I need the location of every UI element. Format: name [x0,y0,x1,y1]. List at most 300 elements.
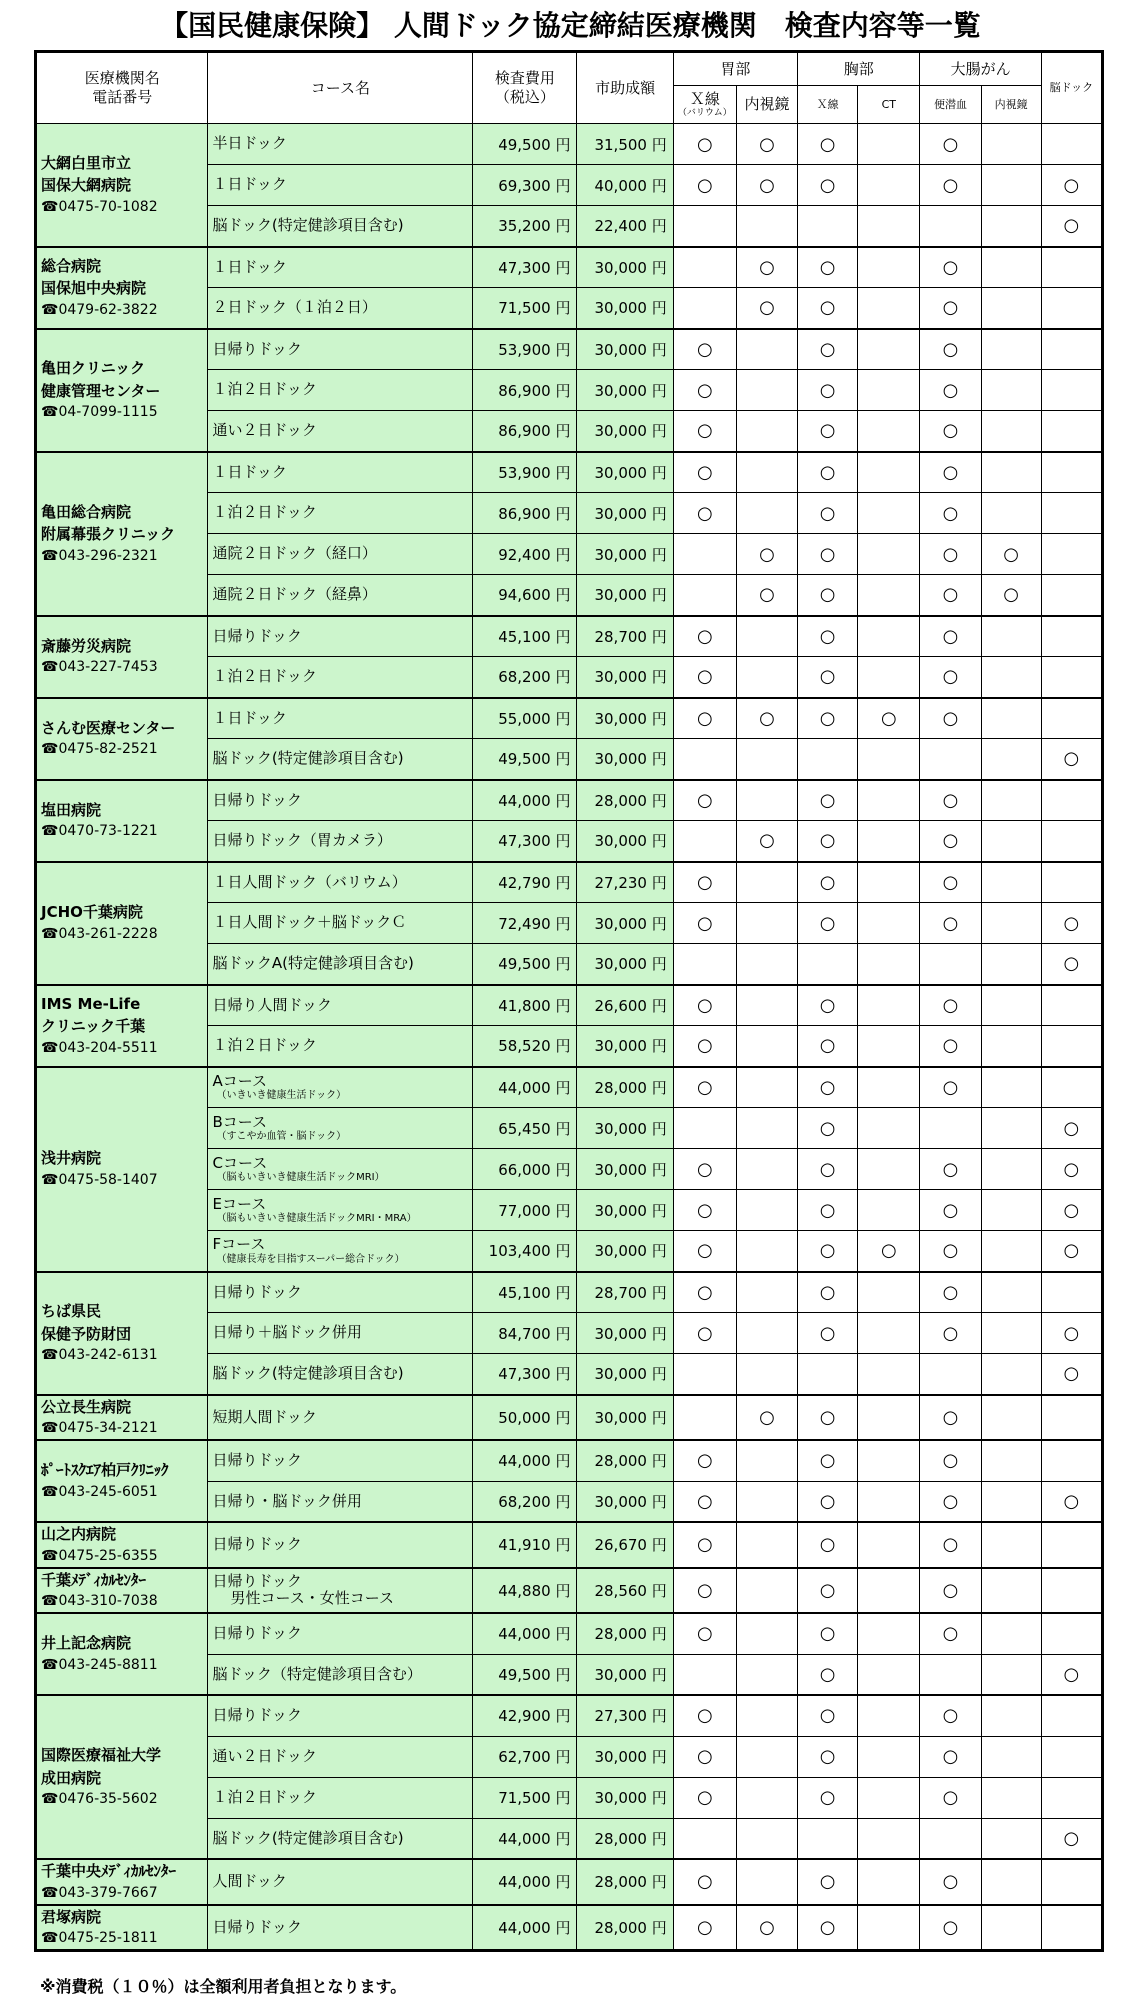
course-name-line2: 男性コース・女性コース [230,1589,394,1608]
mark-colon-occult-blood: ○ [920,1613,981,1654]
course-name: １日ドック [212,257,287,276]
mark-colon-occult-blood: ○ [920,1067,981,1108]
subsidy-amount: 30,000 円 [577,1777,673,1818]
mark-colon-endoscope [981,1231,1041,1272]
course-name-cell [208,1859,473,1905]
header-colon-occult-blood: 便潜血 [920,86,981,124]
mark-stomach-endoscope [736,1695,797,1736]
subsidy-amount: 28,000 円 [577,1905,673,1951]
mark-colon-occult-blood: ○ [920,1481,981,1522]
mark-stomach-endoscope: ○ [736,1395,797,1441]
footnote: ※消費税（１０％）は全額利用者負担となります。 [40,1977,407,1996]
mark-chest-xray: ○ [798,452,858,493]
course-name-cell [208,1108,473,1149]
mark-brain-dock: ○ [1041,1190,1102,1231]
course-name: 日帰りドック [212,1624,302,1643]
mark-stomach-xray [673,534,736,575]
mark-colon-endoscope [981,1522,1041,1568]
mark-brain-dock: ○ [1041,165,1102,206]
table-row [36,1440,1103,1481]
mark-stomach-xray: ○ [673,903,736,944]
mark-brain-dock [1041,534,1102,575]
subsidy-amount: 26,600 円 [577,985,673,1026]
mark-colon-endoscope [981,1905,1041,1951]
mark-colon-occult-blood: ○ [920,1568,981,1614]
mark-stomach-xray: ○ [673,1190,736,1231]
mark-chest-xray: ○ [798,1067,858,1108]
mark-stomach-endoscope [736,1481,797,1522]
course-name-cell [208,1695,473,1736]
mark-brain-dock: ○ [1041,1818,1102,1859]
subsidy-amount: 27,300 円 [577,1695,673,1736]
institution-name: ちば県民 [41,1302,102,1320]
course-name-cell [208,493,473,534]
mark-stomach-xray [673,247,736,288]
header-subsidy: 市助成額 [577,52,673,124]
institution-phone: ☎0475-34-2121 [41,1420,158,1436]
subsidy-amount: 28,000 円 [577,780,673,821]
mark-colon-occult-blood: ○ [920,1777,981,1818]
institution-cell [36,452,208,616]
exam-cost: 72,490 円 [473,903,577,944]
institution-phone: ☎0475-82-2521 [41,741,158,758]
mark-chest-xray: ○ [798,370,858,411]
mark-stomach-endoscope: ○ [736,821,797,862]
course-name: 脳ドック(特定健診項目含む) [212,749,404,768]
mark-colon-endoscope [981,657,1041,698]
institution-cell [36,1522,208,1568]
course-name: １泊２日ドック [212,1787,317,1806]
mark-brain-dock [1041,780,1102,821]
mark-colon-endoscope [981,288,1041,329]
subsidy-amount: 30,000 円 [577,329,673,370]
course-name-cell [208,862,473,903]
mark-colon-endoscope [981,1067,1041,1108]
course-name: 脳ドック(特定健診項目含む) [212,216,404,235]
mark-colon-endoscope [981,985,1041,1026]
course-name-cell [208,1190,473,1231]
course-name: １泊２日ドック [212,380,317,399]
mark-colon-occult-blood: ○ [920,821,981,862]
mark-chest-ct [858,1190,920,1231]
exam-cost: 71,500 円 [473,1777,577,1818]
subsidy-amount: 30,000 円 [577,1395,673,1441]
course-name-cell [208,903,473,944]
subsidy-amount: 30,000 円 [577,903,673,944]
mark-colon-occult-blood: ○ [920,247,981,288]
institution-phone: ☎0475-25-1811 [41,1930,158,1946]
mark-chest-xray: ○ [798,698,858,739]
course-name: 人間ドック [212,1872,287,1891]
mark-brain-dock: ○ [1041,1313,1102,1354]
mark-colon-endoscope [981,1777,1041,1818]
institution-phone: ☎043-310-7038 [41,1593,158,1609]
course-name: 日帰りドック [212,1535,302,1554]
mark-brain-dock [1041,616,1102,657]
mark-colon-occult-blood: ○ [920,903,981,944]
mark-colon-occult-blood: ○ [920,698,981,739]
mark-colon-endoscope [981,1695,1041,1736]
mark-chest-ct [858,1736,920,1777]
course-name: 日帰りドック（胃カメラ） [212,831,392,850]
mark-stomach-endoscope [736,1313,797,1354]
course-name-cell [208,1905,473,1951]
institution-phone: ☎043-245-8811 [41,1656,158,1673]
course-name-cell [208,124,473,165]
mark-stomach-xray: ○ [673,616,736,657]
mark-brain-dock [1041,575,1102,616]
exam-cost: 53,900 円 [473,452,577,493]
mark-chest-ct [858,1777,920,1818]
mark-stomach-endoscope [736,493,797,534]
course-name: Eコース [212,1194,267,1213]
mark-chest-xray: ○ [798,411,858,452]
institution-name: 大網白里市立 [41,153,132,172]
course-name-cell [208,1231,473,1272]
mark-stomach-xray [673,739,736,780]
mark-colon-endoscope [981,1272,1041,1313]
exam-cost: 86,900 円 [473,411,577,452]
mark-stomach-endoscope [736,370,797,411]
institution-name: 井上記念病院 [41,1634,132,1653]
mark-chest-xray: ○ [798,1522,858,1568]
institution-name-line2: 健康管理センター [41,381,161,400]
institution-phone: ☎043-261-2228 [41,925,158,942]
exam-cost: 44,000 円 [473,1905,577,1951]
mark-brain-dock [1041,288,1102,329]
mark-stomach-endoscope [736,1231,797,1272]
mark-colon-occult-blood: ○ [920,124,981,165]
institution-name: 千葉ﾒﾃﾞｨｶﾙｾﾝﾀｰ [41,1570,147,1589]
exam-cost: 68,200 円 [473,657,577,698]
header-chest: 胸部 [798,52,920,86]
mark-brain-dock [1041,1777,1102,1818]
course-name: 日帰りドック [212,1451,302,1470]
mark-colon-occult-blood: ○ [920,985,981,1026]
course-name-cell [208,1654,473,1695]
page-title: 【国民健康保険】 人間ドック協定締結医療機関 検査内容等一覧 [160,9,981,42]
mark-colon-endoscope [981,206,1041,247]
course-name-cell [208,1440,473,1481]
mark-chest-ct [858,1026,920,1067]
table-row [36,1395,1103,1441]
mark-colon-occult-blood: ○ [920,657,981,698]
course-name: Fコース [212,1235,266,1254]
mark-colon-endoscope [981,329,1041,370]
mark-colon-endoscope [981,1026,1041,1067]
table-row [36,985,1103,1026]
subsidy-amount: 40,000 円 [577,165,673,206]
course-name: 通い２日ドック [212,421,317,440]
mark-colon-occult-blood: ○ [920,1905,981,1951]
institution-name: IMS Me-Life [41,994,141,1013]
table-row [36,1067,1103,1108]
mark-colon-occult-blood [920,944,981,985]
mark-chest-ct [858,944,920,985]
course-subtitle: （脳もいきいき健康生活ドックMRI） [216,1171,385,1183]
mark-chest-ct [858,1695,920,1736]
mark-chest-xray: ○ [798,1613,858,1654]
mark-stomach-xray [673,944,736,985]
course-name: 脳ドック(特定健診項目含む) [212,1828,404,1847]
mark-chest-ct: ○ [858,698,920,739]
subsidy-amount: 30,000 円 [577,1190,673,1231]
course-name: 通院２日ドック（経鼻） [212,585,377,604]
header-chest-xray: Ｘ線 [798,86,858,124]
mark-colon-endoscope [981,1654,1041,1695]
institution-name: 千葉中央ﾒﾃﾞｨｶﾙｾﾝﾀｰ [41,1862,177,1880]
mark-stomach-xray: ○ [673,493,736,534]
subsidy-amount: 30,000 円 [577,534,673,575]
course-name: 日帰り・脳ドック併用 [212,1491,362,1510]
header-colon-endoscope: 内視鏡 [981,86,1041,124]
mark-colon-occult-blood: ○ [920,616,981,657]
mark-chest-xray [798,1354,858,1395]
subsidy-amount: 30,000 円 [577,288,673,329]
mark-colon-endoscope [981,1568,1041,1614]
mark-stomach-endoscope [736,1613,797,1654]
course-name-cell [208,247,473,288]
course-name: 通院２日ドック（経口） [212,544,377,563]
institution-cell [36,862,208,985]
course-name: 日帰りドック [212,1706,302,1725]
mark-colon-endoscope [981,821,1041,862]
mark-chest-ct [858,329,920,370]
exam-cost: 77,000 円 [473,1190,577,1231]
mark-chest-xray: ○ [798,862,858,903]
mark-brain-dock [1041,1522,1102,1568]
exam-cost: 44,000 円 [473,1859,577,1905]
mark-chest-xray: ○ [798,1736,858,1777]
mark-chest-xray: ○ [798,288,858,329]
table-row [36,247,1103,288]
header-stomach-xray-label: Ｘ線 [689,89,720,108]
mark-stomach-endoscope [736,452,797,493]
mark-colon-occult-blood: ○ [920,1272,981,1313]
mark-chest-ct [858,616,920,657]
mark-colon-occult-blood: ○ [920,288,981,329]
mark-stomach-endoscope [736,862,797,903]
course-name: Aコース [212,1071,267,1090]
institution-name: 国際医療福祉大学 [41,1746,162,1764]
exam-cost: 84,700 円 [473,1313,577,1354]
course-name-cell [208,452,473,493]
mark-chest-xray: ○ [798,1395,858,1441]
institution-phone: ☎0475-70-1082 [41,198,158,215]
header-stomach-xray [673,86,736,124]
exam-cost: 41,800 円 [473,985,577,1026]
mark-chest-ct [858,534,920,575]
mark-chest-xray: ○ [798,534,858,575]
mark-stomach-xray: ○ [673,862,736,903]
subsidy-amount: 30,000 円 [577,1481,673,1522]
institution-cell [36,247,208,329]
institution-name-line2: 成田病院 [41,1768,102,1787]
mark-colon-occult-blood: ○ [920,1440,981,1481]
subsidy-amount: 30,000 円 [577,821,673,862]
table-row [36,124,1103,165]
exam-cost: 103,400 円 [473,1231,577,1272]
table-row [36,1568,1103,1614]
mark-brain-dock [1041,1905,1102,1951]
institution-phone: ☎0475-58-1407 [41,1171,158,1188]
mark-chest-ct [858,1108,920,1149]
mark-chest-xray: ○ [798,1108,858,1149]
mark-chest-xray: ○ [798,1190,858,1231]
mark-colon-occult-blood: ○ [920,862,981,903]
mark-chest-xray: ○ [798,1313,858,1354]
mark-stomach-endoscope: ○ [736,288,797,329]
mark-colon-endoscope: ○ [981,534,1041,575]
course-name-cell [208,165,473,206]
header-institution [36,52,208,124]
exam-cost: 65,450 円 [473,1108,577,1149]
mark-stomach-xray [673,1395,736,1441]
exam-cost: 42,900 円 [473,1695,577,1736]
institution-cell [36,1395,208,1441]
mark-stomach-xray: ○ [673,1905,736,1951]
mark-chest-ct [858,1818,920,1859]
subsidy-amount: 27,230 円 [577,862,673,903]
mark-colon-endoscope [981,739,1041,780]
mark-brain-dock: ○ [1041,903,1102,944]
course-subtitle: （いきいき健康生活ドック） [216,1090,347,1102]
subsidy-amount: 30,000 円 [577,247,673,288]
course-name-cell [208,821,473,862]
institution-name: 公立長生病院 [41,1397,132,1416]
mark-colon-occult-blood [920,1818,981,1859]
subsidy-amount: 28,000 円 [577,1613,673,1654]
mark-colon-endoscope [981,616,1041,657]
mark-chest-ct [858,1859,920,1905]
course-name-cell [208,206,473,247]
course-name: 日帰りドック [212,626,302,645]
institution-phone: ☎0470-73-1221 [41,823,158,840]
subsidy-amount: 30,000 円 [577,1313,673,1354]
mark-chest-xray [798,206,858,247]
mark-stomach-endoscope [736,1108,797,1149]
course-name: １泊２日ドック [212,503,317,522]
header-institution-label: 医療機関名 [84,69,160,88]
mark-stomach-endoscope [736,780,797,821]
course-name: １日ドック [212,462,287,481]
mark-chest-xray: ○ [798,165,858,206]
exam-cost: 44,000 円 [473,1067,577,1108]
mark-brain-dock [1041,862,1102,903]
header-brain: 脳ドック [1041,52,1102,124]
exam-cost: 44,880 円 [473,1568,577,1614]
mark-chest-ct [858,1354,920,1395]
subsidy-amount: 30,000 円 [577,1231,673,1272]
exam-cost: 49,500 円 [473,124,577,165]
mark-stomach-endoscope [736,1190,797,1231]
mark-colon-endoscope [981,165,1041,206]
table-row [36,780,1103,821]
mark-stomach-endoscope [736,1149,797,1190]
subsidy-amount: 30,000 円 [577,1736,673,1777]
course-name-cell [208,739,473,780]
institution-phone: ☎043-227-7453 [41,659,158,676]
mark-colon-occult-blood: ○ [920,1522,981,1568]
subsidy-amount: 31,500 円 [577,124,673,165]
header-cost-label: 検査費用 [494,69,555,88]
institution-name: 君塚病院 [41,1907,102,1926]
mark-colon-endoscope [981,944,1041,985]
course-name-cell [208,1481,473,1522]
institution-phone: ☎043-379-7667 [41,1884,158,1901]
mark-colon-occult-blood: ○ [920,493,981,534]
exam-cost: 86,900 円 [473,493,577,534]
mark-brain-dock [1041,247,1102,288]
header-colon: 大腸がん [920,52,1041,86]
mark-chest-xray: ○ [798,985,858,1026]
mark-chest-ct [858,903,920,944]
mark-stomach-endoscope [736,985,797,1026]
exam-cost: 68,200 円 [473,1481,577,1522]
mark-brain-dock: ○ [1041,206,1102,247]
mark-colon-endoscope [981,1149,1041,1190]
mark-stomach-endoscope [736,1354,797,1395]
institution-name-line2: 保健予防財団 [41,1324,132,1343]
mark-chest-xray: ○ [798,1149,858,1190]
mark-stomach-xray: ○ [673,1272,736,1313]
mark-brain-dock [1041,698,1102,739]
mark-stomach-endoscope [736,1736,797,1777]
course-name: 脳ドックA(特定健診項目含む) [212,954,414,973]
institution-cell [36,1272,208,1395]
course-name: １泊２日ドック [212,1036,317,1055]
mark-stomach-endoscope: ○ [736,698,797,739]
mark-stomach-endoscope: ○ [736,1905,797,1951]
mark-colon-occult-blood [920,1654,981,1695]
header-phone-label: 電話番号 [92,88,153,106]
mark-chest-xray: ○ [798,575,858,616]
course-name-cell [208,1818,473,1859]
mark-chest-xray: ○ [798,1026,858,1067]
institution-cell [36,1568,208,1614]
mark-colon-endoscope [981,1859,1041,1905]
course-name-cell [208,1568,473,1614]
subsidy-amount: 30,000 円 [577,698,673,739]
mark-brain-dock [1041,1067,1102,1108]
mark-chest-xray: ○ [798,1481,858,1522]
mark-colon-occult-blood: ○ [920,1736,981,1777]
course-name: １日人間ドック＋脳ドックＣ [212,913,407,932]
header-cost-tax-label: （税込） [494,88,555,106]
subsidy-amount: 30,000 円 [577,1654,673,1695]
mark-stomach-xray: ○ [673,1067,736,1108]
mark-brain-dock: ○ [1041,1354,1102,1395]
mark-chest-ct [858,821,920,862]
exam-cost: 49,500 円 [473,739,577,780]
mark-chest-xray: ○ [798,821,858,862]
table-row [36,1522,1103,1568]
mark-brain-dock [1041,1736,1102,1777]
institution-cell [36,329,208,452]
exam-table-container [34,50,1104,1952]
mark-chest-xray: ○ [798,616,858,657]
exam-cost: 94,600 円 [473,575,577,616]
exam-cost: 69,300 円 [473,165,577,206]
mark-chest-xray: ○ [798,329,858,370]
exam-cost: 47,300 円 [473,247,577,288]
exam-cost: 66,000 円 [473,1149,577,1190]
institution-cell [36,1905,208,1951]
mark-stomach-endoscope: ○ [736,124,797,165]
mark-chest-ct [858,206,920,247]
subsidy-amount: 28,700 円 [577,1272,673,1313]
mark-stomach-endoscope [736,1440,797,1481]
